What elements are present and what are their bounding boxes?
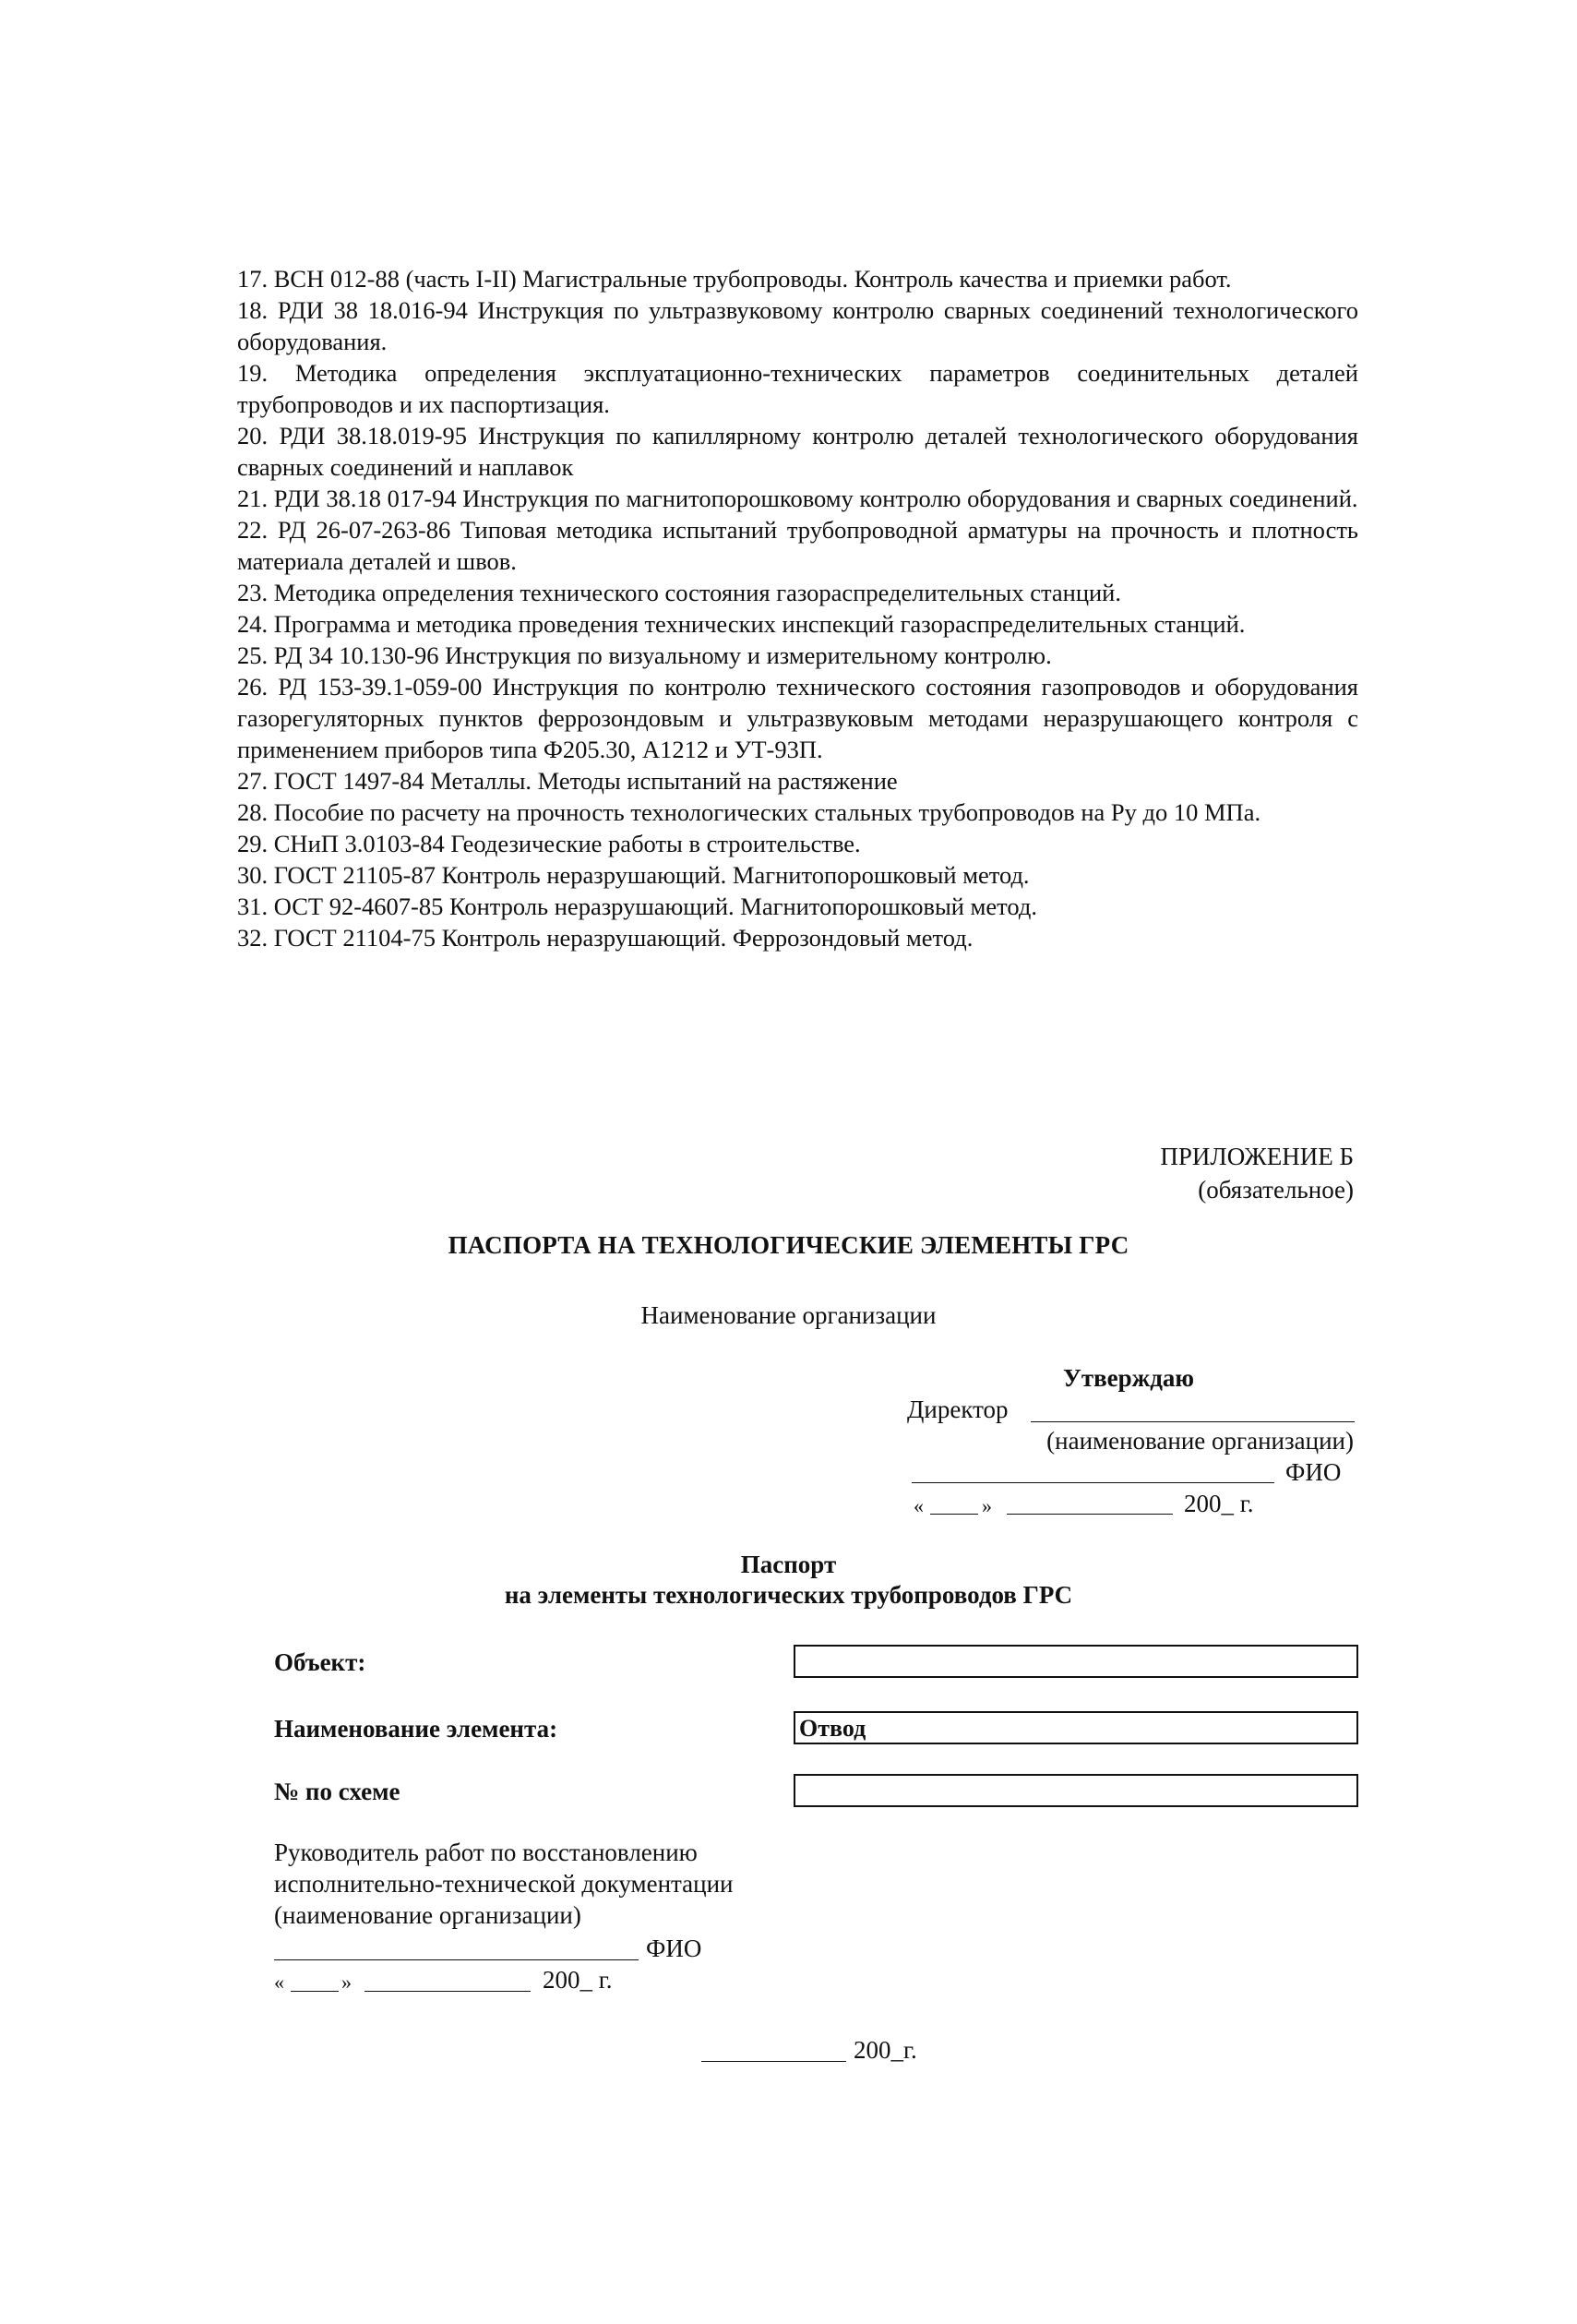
approval-date-quote-open: « (914, 1494, 924, 1517)
approval-heading: Утверждаю (1063, 1364, 1195, 1392)
reference-item: 25. РД 34 10.130-96 Инструкция по визуальному и измерительному контролю. (237, 641, 1052, 669)
director-org-hint: (наименование организации) (1046, 1427, 1354, 1455)
approval-day-line (930, 1514, 978, 1515)
scheme-number-field[interactable] (794, 1774, 1358, 1807)
manager-date-quote-open: « (274, 1971, 284, 1994)
reference-item: 17. ВСН 012-88 (часть I-II) Магистральные трубопроводы. Контроль качества и приемки работ. (237, 265, 1232, 293)
reference-item: 22. РД 26-07-263-86 Типовая методика испытаний трубопроводной арматуры на прочность и плотность материала деталей и швов. (237, 516, 1358, 575)
manager-line-3: (наименование организации) (274, 1901, 581, 1929)
appendix-note: (обязательное) (1198, 1176, 1354, 1204)
manager-fio-line (274, 1959, 639, 1960)
manager-day-line (291, 1991, 339, 1992)
scheme-number-label: № по схеме (274, 1778, 400, 1805)
manager-line-1: Руководитель работ по восстановлению (274, 1839, 698, 1866)
reference-item: 28. Пособие по расчету на прочность технологических стальных трубопроводов на Pу до 10 МПа. (237, 798, 1261, 826)
director-label: Директор (907, 1396, 1009, 1423)
element-name-label: Наименование элемента: (274, 1715, 558, 1743)
reference-item: 26. РД 153-39.1-059-00 Инструкция по контролю технического состояния газопроводов и оборудования газорегуляторных пунктов феррозондовым и ультразвуковым методами неразрушающего контроля с применением приборов типа Ф205.30, А1212 и УТ-93П. (237, 673, 1358, 763)
manager-month-line (364, 1991, 531, 1992)
reference-item: 31. ОСТ 92-4607-85 Контроль неразрушающий. Магнитопорошковый метод. (237, 892, 1037, 920)
reference-item: 18. РДИ 38 18.016-94 Инструкция по ультразвуковому контролю сварных соединений технологического оборудования. (237, 296, 1358, 355)
reference-item: 30. ГОСТ 21105-87 Контроль неразрушающий. Магнитопорошковый метод. (237, 861, 1030, 889)
object-label: Объект: (274, 1648, 366, 1676)
references-list (237, 263, 1358, 953)
manager-year: 200_ г. (543, 1966, 613, 1994)
manager-line-2: исполнительно-технической документации (274, 1870, 734, 1898)
manager-block (274, 1837, 734, 1931)
footer-date-line (701, 2061, 846, 2062)
document-title: ПАСПОРТА НА ТЕХНОЛОГИЧЕСКИЕ ЭЛЕМЕНТЫ ГРС (448, 1231, 1129, 1259)
approval-month-line (1007, 1514, 1173, 1515)
organization-name-caption: Наименование организации (640, 1301, 937, 1329)
passport-subtitle: на элементы технологических трубопроводов ГРС (504, 1581, 1073, 1609)
footer-year: 200_г. (854, 2036, 917, 2064)
director-fio-line (912, 1482, 1274, 1483)
manager-fio-label: ФИО (646, 1935, 702, 1962)
passport-title: Паспорт (740, 1551, 837, 1578)
approval-year: 200_ г. (1184, 1490, 1254, 1517)
element-name-field[interactable]: Отвод (794, 1711, 1358, 1744)
reference-item: 29. СНиП 3.0103-84 Геодезические работы в строительстве. (237, 830, 861, 857)
object-field[interactable] (794, 1645, 1358, 1678)
reference-item: 32. ГОСТ 21104-75 Контроль неразрушающий. Феррозондовый метод. (237, 924, 974, 952)
director-signature-line (1031, 1421, 1355, 1422)
appendix-heading (1160, 1140, 1354, 1206)
director-fio-label: ФИО (1285, 1458, 1342, 1486)
manager-date-quote-close: » (341, 1971, 352, 1994)
approval-date-quote-close: » (982, 1494, 992, 1517)
reference-item: 21. РДИ 38.18 017-94 Инструкция по магнитопорошковому контролю оборудования и сварных соединений. (237, 485, 1358, 512)
reference-item: 24. Программа и методика проведения технических инспекций газораспределительных станций. (237, 610, 1246, 638)
reference-item: 23. Методика определения технического состояния газораспределительных станций. (237, 579, 1121, 606)
reference-item: 20. РДИ 38.18.019-95 Инструкция по капиллярному контролю деталей технологического оборудования сварных соединений и наплавок (237, 422, 1358, 481)
reference-item: 27. ГОСТ 1497-84 Металлы. Методы испытаний на растяжение (237, 767, 898, 795)
reference-item: 19. Методика определения эксплуатационно-технических параметров соединительных деталей трубопроводов и их паспортизация. (237, 359, 1358, 418)
appendix-label: ПРИЛОЖЕНИЕ Б (1160, 1143, 1354, 1170)
